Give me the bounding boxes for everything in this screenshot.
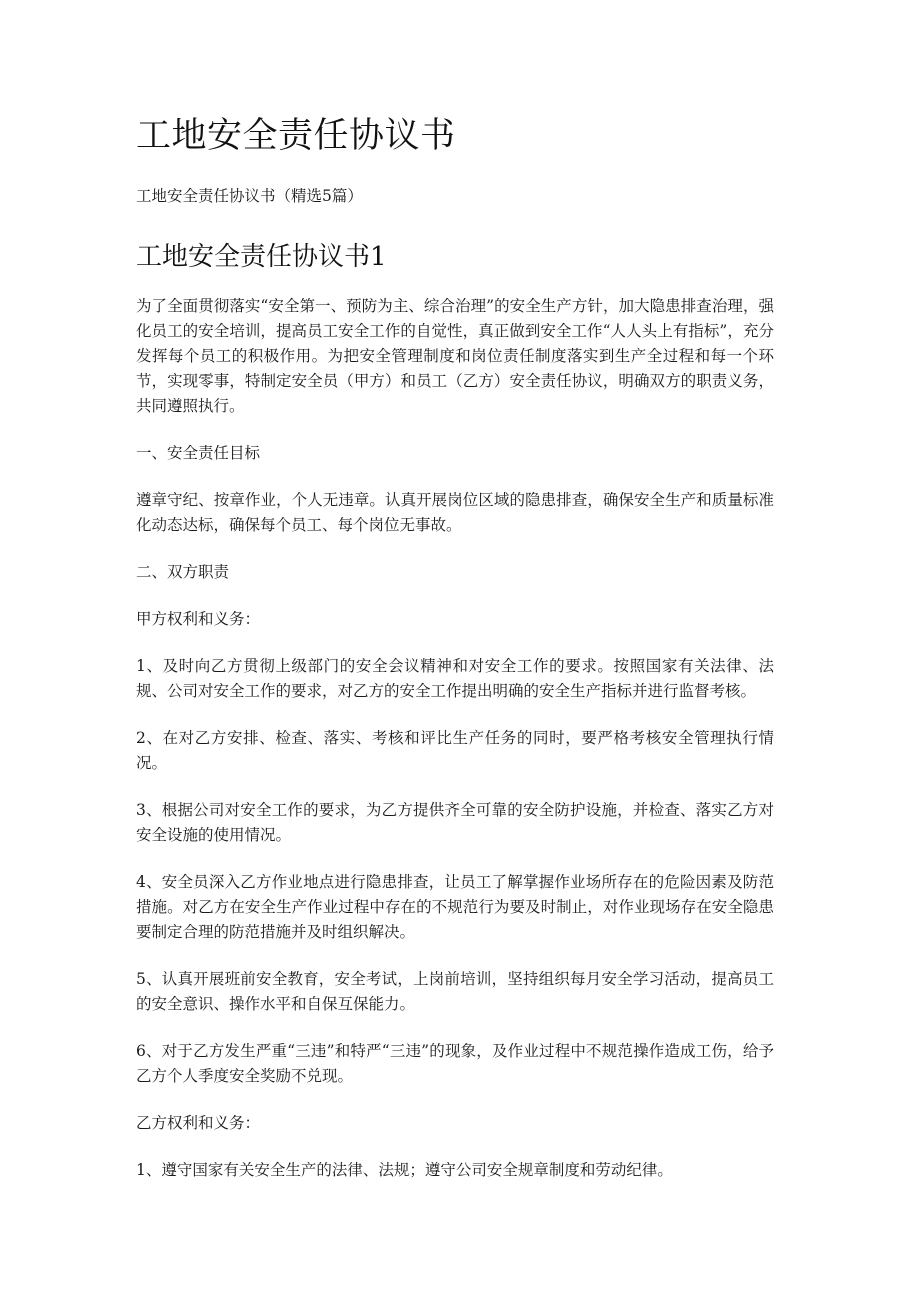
party-a-item-6: 6、对于乙方发生严重“三违”和特严“三违”的现象，及作业过程中不规范操作造成工伤，给予乙方个人季度安全奖励不兑现。 bbox=[136, 1042, 774, 1085]
intro-paragraph: 为了全面贯彻落实“安全第一、预防为主、综合治理”的安全生产方针，加大隐患排查治理，强化员工的安全培训，提高员工安全工作的自觉性，真正做到安全工作“人人头上有指标”，充分发挥每个员工的积极作用。为把安全管理制度和岗位责任制度落实到生产全过程和每一个环节，实现零事，特制定安全员（甲方）和员工（乙方）安全责任协议，明确双方的职责义务，共同遵照执行。 bbox=[136, 297, 774, 415]
section-heading-safety-goals: 一、安全责任目标 bbox=[136, 444, 261, 462]
party-a-item-1: 1、及时向乙方贯彻上级部门的安全会议精神和对安全工作的要求。按照国家有关法律、法规、公司对安全工作的要求，对乙方的安全工作提出明确的安全生产指标并进行监督考核。 bbox=[136, 657, 774, 700]
party-b-item-1: 1、遵守国家有关安全生产的法律、法规；遵守公司安全规章制度和劳动纪律。 bbox=[136, 1161, 673, 1179]
document-body bbox=[136, 294, 774, 1205]
party-a-item-5: 5、认真开展班前安全教育，安全考试，上岗前培训，坚持组织每月安全学习活动，提高员工的安全意识、操作水平和自保互保能力。 bbox=[136, 970, 774, 1013]
party-a-item-3: 3、根据公司对安全工作的要求，为乙方提供齐全可靠的安全防护设施，并检查、落实乙方对安全设施的使用情况。 bbox=[136, 801, 774, 844]
safety-goals-paragraph: 遵章守纪、按章作业，个人无违章。认真开展岗位区域的隐患排查，确保安全生产和质量标准化动态达标，确保每个员工、每个岗位无事故。 bbox=[136, 491, 774, 534]
party-a-item-2: 2、在对乙方安排、检查、落实、考核和评比生产任务的同时，要严格考核安全管理执行情况。 bbox=[136, 729, 774, 772]
party-a-item-4: 4、安全员深入乙方作业地点进行隐患排查，让员工了解掌握作业场所存在的危险因素及防范措施。对乙方在安全生产作业过程中存在的不规范行为要及时制止，对作业现场存在安全隐患要制定合理的防范措施并及时组织解决。 bbox=[136, 873, 774, 941]
section-heading: 工地安全责任协议书1 bbox=[136, 242, 387, 272]
party-a-heading: 甲方权利和义务： bbox=[136, 610, 261, 628]
party-b-heading: 乙方权利和义务： bbox=[136, 1114, 261, 1132]
section-heading-duties: 二、双方职责 bbox=[136, 563, 230, 581]
document-subtitle: 工地安全责任协议书（精选5篇） bbox=[136, 187, 363, 205]
document-title: 工地安全责任协议书 bbox=[136, 116, 456, 156]
